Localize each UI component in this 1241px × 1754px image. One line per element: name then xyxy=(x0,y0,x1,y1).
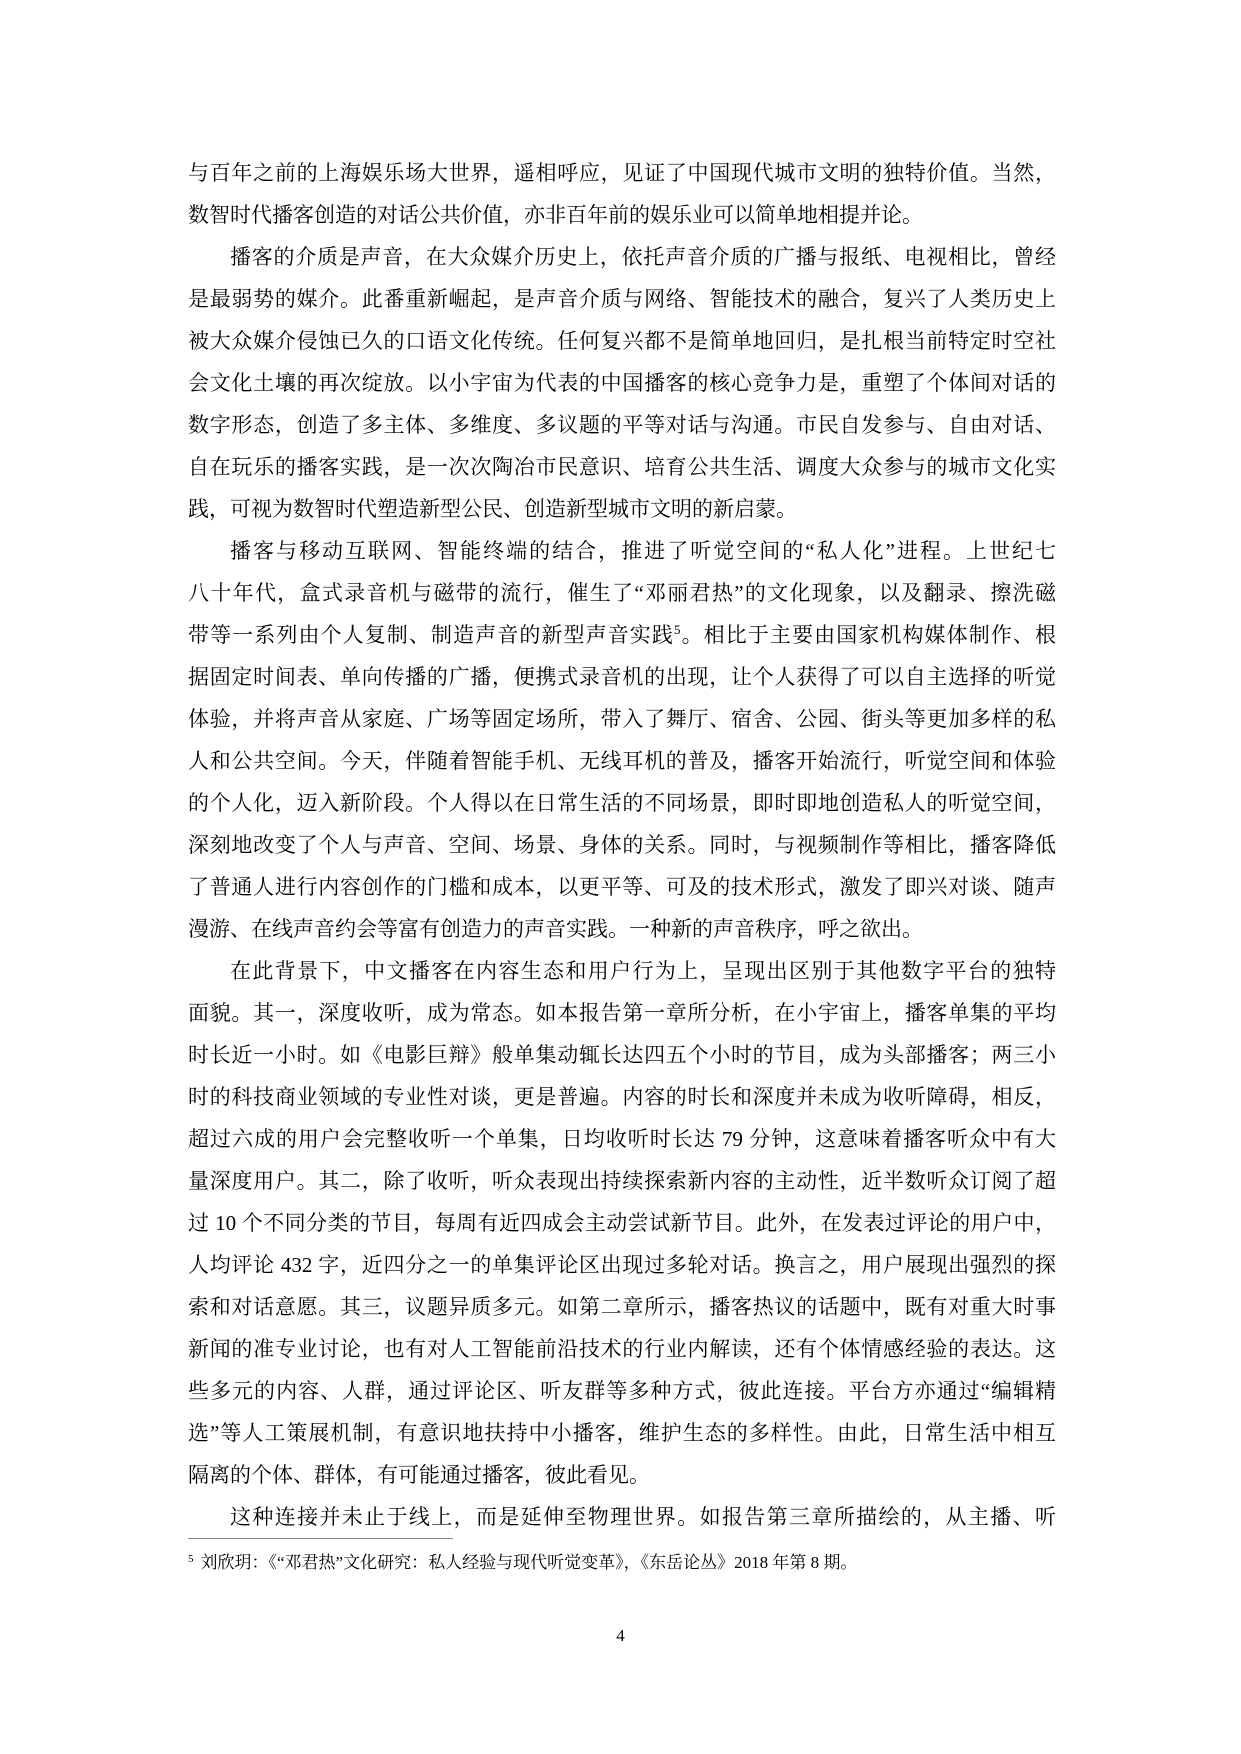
text-run: 体验，并将声音从家庭、广场等固定场所，带入了舞厅、宿舍、公园、街头等更加多样的私 xyxy=(188,707,1056,731)
text-line xyxy=(188,1328,1056,1370)
footnote-ref: 5 xyxy=(673,622,681,637)
text-line xyxy=(188,362,1056,404)
text-line xyxy=(188,446,1056,488)
footnote-area xyxy=(188,1538,1056,1576)
footnote-text: 刘欣玥：《“邓君热”文化研究：私人经验与现代听觉变革》，《东岳论丛》2018 年第 8 期。 xyxy=(200,1553,858,1572)
text-line xyxy=(188,950,1056,992)
text-line xyxy=(188,824,1056,866)
text-line xyxy=(188,320,1056,362)
text-run: 是最弱势的媒介。此番重新崛起，是声音介质与网络、智能技术的融合，复兴了人类历史上 xyxy=(188,287,1056,311)
text-line xyxy=(188,488,1056,530)
text-run: 在此背景下，中文播客在内容生态和用户行为上，呈现出区别于其他数字平台的独特 xyxy=(230,959,1056,983)
footnote-separator xyxy=(188,1538,453,1539)
text-run: 过 10 个不同分类的节目，每周有近四成会主动尝试新节目。此外，在发表过评论的用户中， xyxy=(188,1211,1056,1235)
text-line xyxy=(188,152,1056,194)
text-line xyxy=(188,572,1056,614)
text-run: 播客与移动互联网、智能终端的结合，推进了听觉空间的“私人化”进程。上世纪七 xyxy=(230,539,1056,563)
text-run: 践，可视为数智时代塑造新型公民、创造新型城市文明的新启蒙。 xyxy=(188,497,797,521)
text-line xyxy=(188,1202,1056,1244)
text-line xyxy=(188,1496,1056,1538)
text-line xyxy=(188,740,1056,782)
text-run: 些多元的内容、人群，通过评论区、听友群等多种方式，彼此连接。平台方亦通过“编辑精 xyxy=(188,1379,1056,1403)
text-run: 时的科技商业领域的专业性对谈，更是普遍。内容的时长和深度并未成为收听障碍，相反， xyxy=(188,1085,1056,1109)
text-line xyxy=(188,656,1056,698)
text-run: 八十年代，盒式录音机与磁带的流行，催生了“邓丽君热”的文化现象，以及翻录、擦洗磁 xyxy=(188,581,1056,605)
text-line xyxy=(188,1412,1056,1454)
text-run: 时长近一小时。如《电影巨辩》般单集动辄长达四五个小时的节目，成为头部播客；两三小 xyxy=(188,1043,1056,1067)
text-run: 新闻的准专业讨论，也有对人工智能前沿技术的行业内解读，还有个体情感经验的表达。这 xyxy=(188,1337,1056,1361)
text-line xyxy=(188,1370,1056,1412)
text-run: 漫游、在线声音约会等富有创造力的声音实践。一种新的声音秩序，呼之欲出。 xyxy=(188,917,923,941)
text-run: 播客的介质是声音，在大众媒介历史上，依托声音介质的广播与报纸、电视相比，曾经 xyxy=(230,245,1056,269)
text-line xyxy=(188,1286,1056,1328)
text-run: 隔离的个体、群体，有可能通过播客，彼此看见。 xyxy=(188,1463,650,1487)
text-run: 选”等人工策展机制，有意识地扶持中小播客，维护生态的多样性。由此，日常生活中相互 xyxy=(188,1421,1056,1445)
text-run: 这种连接并未止于线上，而是延伸至物理世界。如报告第三章所描绘的，从主播、听 xyxy=(230,1505,1056,1529)
text-run: 深刻地改变了个人与声音、空间、场景、身体的关系。同时，与视频制作等相比，播客降低 xyxy=(188,833,1056,857)
text-line xyxy=(188,614,1056,656)
text-run: 会文化土壤的再次绽放。以小宇宙为代表的中国播客的核心竞争力是，重塑了个体间对话的 xyxy=(188,371,1056,395)
text-run: 据固定时间表、单向传播的广播，便携式录音机的出现，让个人获得了可以自主选择的听觉 xyxy=(188,665,1056,689)
text-line xyxy=(188,1118,1056,1160)
text-run: 的个人化，迈入新阶段。个人得以在日常生活的不同场景，即时即地创造私人的听觉空间， xyxy=(188,791,1056,815)
text-run: 人均评论 432 字，近四分之一的单集评论区出现过多轮对话。换言之，用户展现出强烈的探 xyxy=(188,1253,1056,1277)
text-line xyxy=(188,278,1056,320)
text-line xyxy=(188,404,1056,446)
text-run: 数智时代播客创造的对话公共价值，亦非百年前的娱乐业可以简单地相提并论。 xyxy=(188,203,923,227)
text-line xyxy=(188,236,1056,278)
text-line xyxy=(188,194,1056,236)
text-run: 。相比于主要由国家机构媒体制作、根 xyxy=(680,623,1056,647)
footnote-marker: 5 xyxy=(188,1553,194,1565)
text-line xyxy=(188,782,1056,824)
text-line xyxy=(188,1076,1056,1118)
text-run: 量深度用户。其二，除了收听，听众表现出持续探索新内容的主动性，近半数听众订阅了超 xyxy=(188,1169,1056,1193)
text-run: 带等一系列由个人复制、制造声音的新型声音实践 xyxy=(188,623,674,647)
body-text xyxy=(188,152,1056,1538)
text-line xyxy=(188,1454,1056,1496)
text-run: 数字形态，创造了多主体、多维度、多议题的平等对话与沟通。市民自发参与、自由对话、 xyxy=(188,413,1056,437)
text-line xyxy=(188,992,1056,1034)
text-line xyxy=(188,866,1056,908)
text-run: 人和公共空间。今天，伴随着智能手机、无线耳机的普及，播客开始流行，听觉空间和体验 xyxy=(188,749,1056,773)
text-run: 自在玩乐的播客实践，是一次次陶冶市民意识、培育公共生活、调度大众参与的城市文化实 xyxy=(188,455,1056,479)
text-run: 了普通人进行内容创作的门槛和成本，以更平等、可及的技术形式，激发了即兴对谈、随声 xyxy=(188,875,1056,899)
footnote xyxy=(188,1549,1056,1576)
text-run: 面貌。其一，深度收听，成为常态。如本报告第一章所分析，在小宇宙上，播客单集的平均 xyxy=(188,1001,1056,1025)
text-line xyxy=(188,698,1056,740)
text-run: 索和对话意愿。其三，议题异质多元。如第二章所示，播客热议的话题中，既有对重大时事 xyxy=(188,1295,1056,1319)
page-number: 4 xyxy=(616,1626,625,1645)
text-line xyxy=(188,1160,1056,1202)
text-run: 与百年之前的上海娱乐场大世界，遥相呼应，见证了中国现代城市文明的独特价值。当然， xyxy=(188,161,1056,185)
text-line xyxy=(188,530,1056,572)
text-line xyxy=(188,1034,1056,1076)
text-line xyxy=(188,1244,1056,1286)
text-run: 被大众媒介侵蚀已久的口语文化传统。任何复兴都不是简单地回归，是扎根当前特定时空社 xyxy=(188,329,1056,353)
text-run: 超过六成的用户会完整收听一个单集，日均收听时长达 79 分钟，这意味着播客听众中有大 xyxy=(188,1127,1056,1151)
text-line xyxy=(188,908,1056,950)
